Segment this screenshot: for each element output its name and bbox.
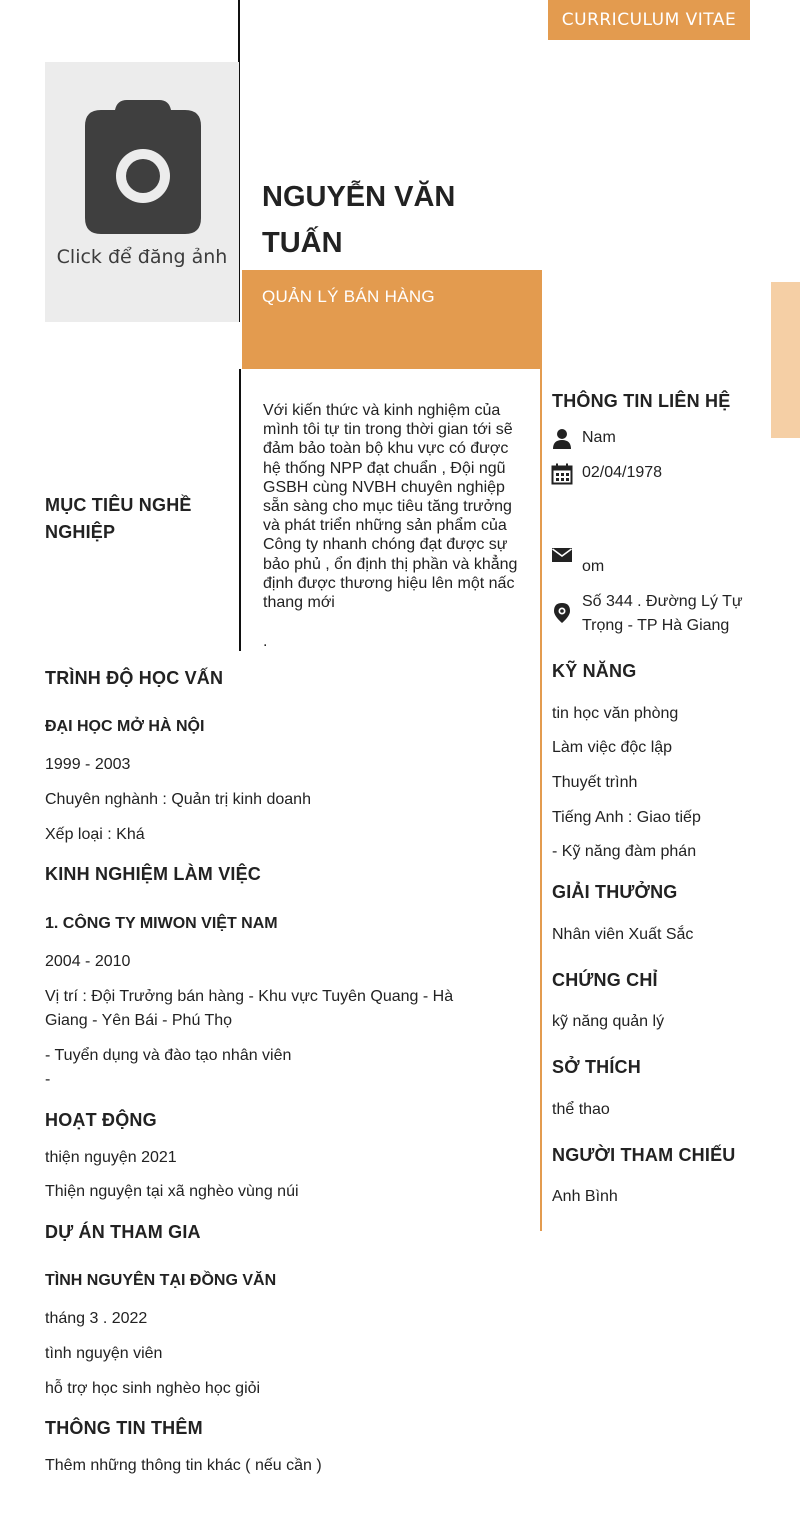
objective-divider xyxy=(239,369,241,651)
projects-title: DỰ ÁN THAM GIA xyxy=(45,1222,201,1242)
cert-item: kỹ năng quản lý xyxy=(552,1013,665,1030)
name-line2: TUẤN xyxy=(262,227,343,259)
awards-title: GIẢI THƯỞNG xyxy=(552,882,678,902)
address-line1: Số 344 . Đường Lý Tự xyxy=(582,593,743,610)
full-name xyxy=(262,174,522,266)
side-tab[interactable] xyxy=(771,282,800,438)
education-title: TRÌNH ĐỘ HỌC VẤN xyxy=(45,668,224,688)
mail-icon xyxy=(551,544,573,566)
more-info-text: Thêm những thông tin khác ( nếu cần ) xyxy=(45,1457,322,1474)
activities-title: HOẠT ĐỘNG xyxy=(45,1110,157,1130)
skill-item: - Kỹ năng đàm phán xyxy=(552,843,697,860)
job-title: QUẢN LÝ BÁN HÀNG xyxy=(262,287,435,306)
skills-title: KỸ NĂNG xyxy=(552,661,637,681)
objective-text: Với kiến thức và kinh nghiệm của mình tôi tự tin trong thời gian tới sẽ đảm bảo toàn bộ khu vực có được hệ thống NPP đạt chuẩn , Đội ngũ GSBH cùng NVBH chuyên nghiệp sẵn sàng cho mục tiêu tăng trưởng và phát triển những sản phẩm của Công ty nhanh chóng đạt được sự bảo phủ , ổn định thị phần và khẳng định được thương hiệu lên một nấc thang mới xyxy=(263,402,518,612)
objective-title xyxy=(45,492,192,546)
column-divider xyxy=(540,369,542,1231)
objective-title-line2: NGHIỆP xyxy=(45,522,116,542)
contact-birthday: 02/04/1978 xyxy=(582,464,663,481)
project-name: TÌNH NGUYÊN TẠI ĐỒNG VĂN xyxy=(45,1272,277,1289)
skill-item: Làm việc độc lập xyxy=(552,739,673,756)
skill-item: tin học văn phòng xyxy=(552,705,679,722)
objective-title-line1: MỤC TIÊU NGHỀ xyxy=(45,495,192,515)
experience-title: KINH NGHIỆM LÀM VIỆC xyxy=(45,864,262,884)
certs-title: CHỨNG CHỈ xyxy=(552,970,658,990)
person-icon xyxy=(551,428,573,450)
address-line2: Trọng - TP Hà Giang xyxy=(582,617,730,634)
contact-email[interactable]: om xyxy=(582,558,605,575)
photo-label: Click để đăng ảnh xyxy=(56,246,228,268)
hobby-item: thể thao xyxy=(552,1101,610,1118)
project-date: tháng 3 . 2022 xyxy=(45,1310,148,1327)
experience-dash: - xyxy=(45,1071,51,1088)
skill-item: Tiếng Anh : Giao tiếp xyxy=(552,809,701,826)
reference-item: Anh Bình xyxy=(552,1188,618,1205)
activity-item: thiện nguyện 2021 xyxy=(45,1149,177,1166)
education-school: ĐẠI HỌC MỞ HÀ NỘI xyxy=(45,718,205,735)
camera-icon xyxy=(85,100,201,238)
experience-position-line1: Vị trí : Đội Trưởng bán hàng - Khu vực Tuyên Quang - Hà xyxy=(45,988,454,1005)
more-info-title: THÔNG TIN THÊM xyxy=(45,1418,203,1438)
education-rank: Xếp loại : Khá xyxy=(45,826,145,843)
hobbies-title: SỞ THÍCH xyxy=(552,1057,641,1077)
calendar-icon xyxy=(551,463,573,485)
experience-duty: - Tuyển dụng và đào tạo nhân viên xyxy=(45,1047,292,1064)
award-item: Nhân viên Xuất Sắc xyxy=(552,926,694,943)
experience-company: 1. CÔNG TY MIWON VIỆT NAM xyxy=(45,915,278,932)
job-title-box xyxy=(242,270,542,369)
skill-item: Thuyết trình xyxy=(552,774,638,791)
references-title: NGƯỜI THAM CHIẾU xyxy=(552,1145,736,1165)
education-years: 1999 - 2003 xyxy=(45,756,131,773)
name-line1: NGUYỄN VĂN xyxy=(262,181,456,213)
contact-gender: Nam xyxy=(582,429,616,446)
project-desc: hỗ trợ học sinh nghèo học giỏi xyxy=(45,1380,261,1397)
experience-position-line2: Giang - Yên Bái - Phú Thọ xyxy=(45,1012,233,1029)
cv-badge: CURRICULUM VITAE xyxy=(548,0,750,40)
education-major: Chuyên nghành : Quản trị kinh doanh xyxy=(45,791,311,808)
contact-address xyxy=(582,590,743,638)
contact-title: THÔNG TIN LIÊN HỆ xyxy=(552,391,731,411)
objective-trailing: . xyxy=(263,633,268,650)
activity-item: Thiện nguyện tại xã nghèo vùng núi xyxy=(45,1183,299,1200)
photo-upload[interactable] xyxy=(45,62,239,322)
location-icon xyxy=(551,602,573,624)
project-role: tình nguyện viên xyxy=(45,1345,163,1362)
experience-position xyxy=(45,985,453,1033)
experience-years: 2004 - 2010 xyxy=(45,953,131,970)
